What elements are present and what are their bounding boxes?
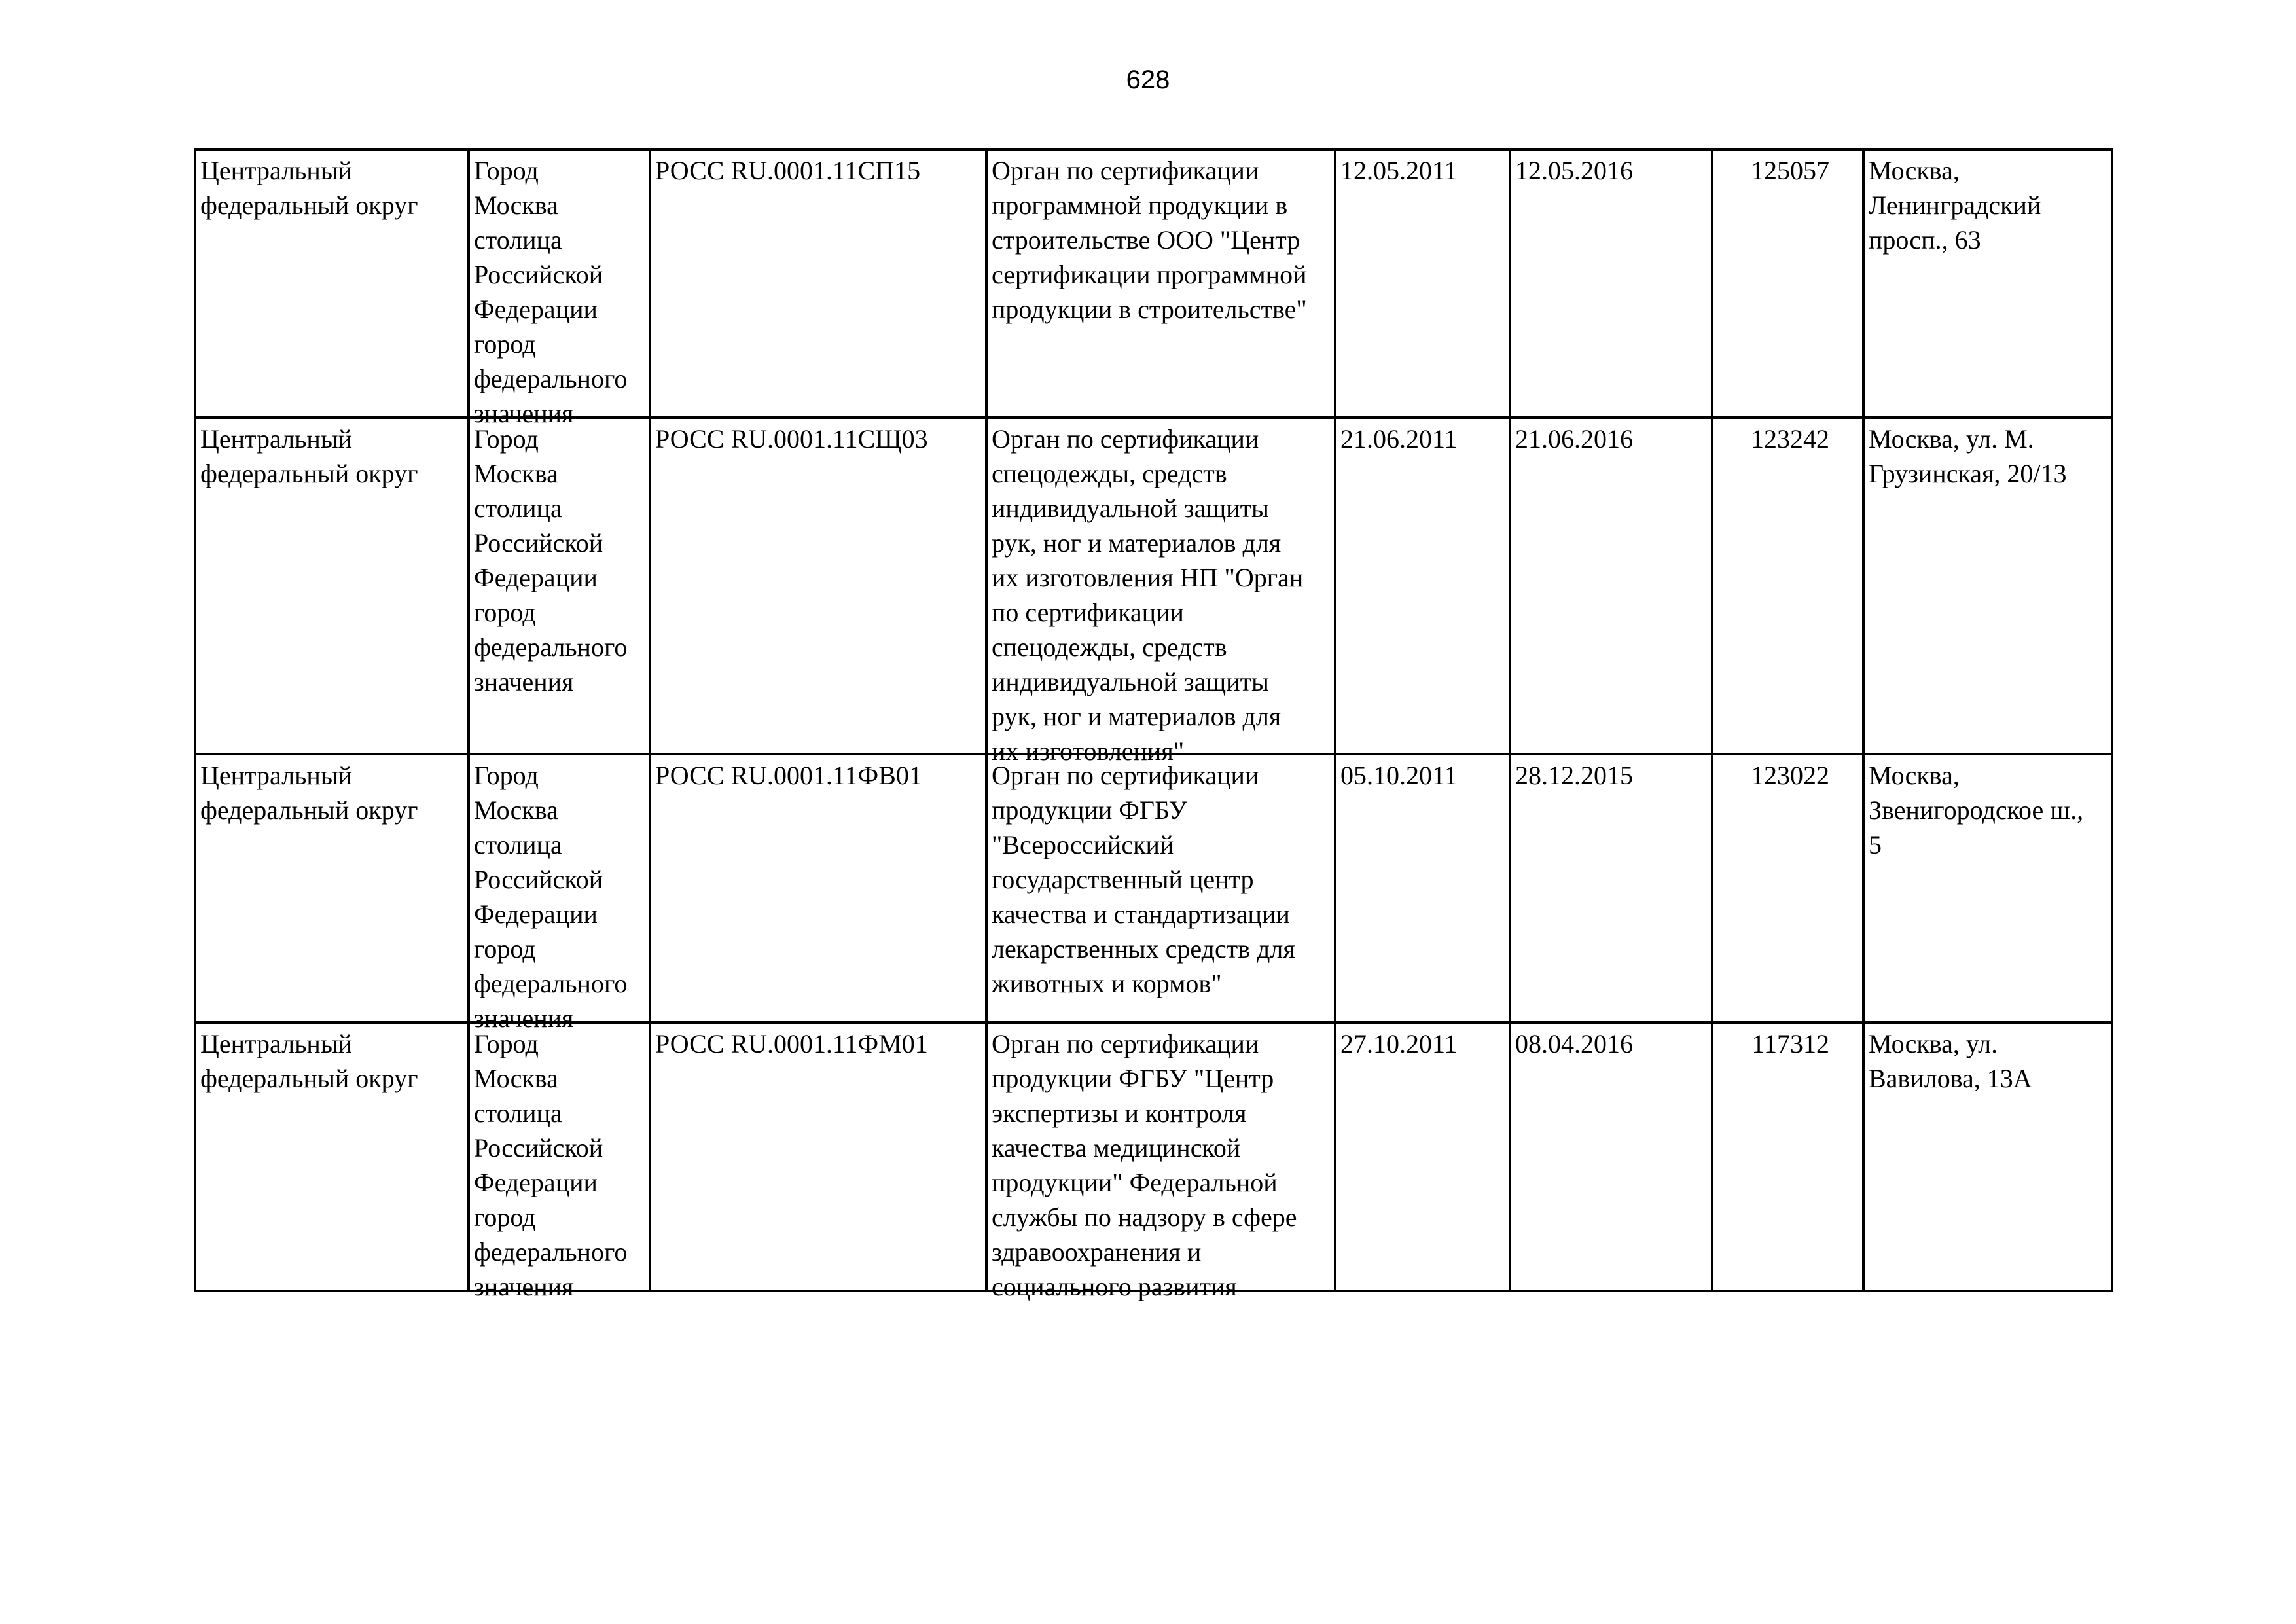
postcode-cell xyxy=(1712,418,1863,754)
date-to-cell xyxy=(1510,754,1712,1022)
district-text: Центральный федеральный округ xyxy=(200,1029,418,1093)
table-row xyxy=(195,754,2112,1022)
address-cell xyxy=(1863,418,2112,754)
page-number: 628 xyxy=(1126,65,1170,94)
district-text: Центральный федеральный округ xyxy=(200,424,418,488)
code-cell xyxy=(650,149,986,418)
organ-name: Орган по сертификации продукции ФГБУ "Всероссийский государственный центр качества и стандартизации лекарственных средств для животных и кормов" xyxy=(992,761,1295,998)
postcode: 117312 xyxy=(1751,1029,1829,1058)
district-cell xyxy=(195,418,469,754)
date-to-cell xyxy=(1510,418,1712,754)
address: Москва, ул. М. Грузинская, 20/13 xyxy=(1869,424,2067,488)
district-text: Центральный федеральный округ xyxy=(200,156,418,220)
date-to: 21.06.2016 xyxy=(1515,424,1633,454)
postcode-cell xyxy=(1712,149,1863,418)
code-cell xyxy=(650,754,986,1022)
postcode: 125057 xyxy=(1751,156,1829,185)
postcode-cell xyxy=(1712,754,1863,1022)
date-from: 05.10.2011 xyxy=(1340,761,1458,790)
table-row xyxy=(195,149,2112,418)
postcode: 123022 xyxy=(1751,761,1829,790)
date-to: 28.12.2015 xyxy=(1515,761,1633,790)
region-cell xyxy=(469,1022,650,1301)
address-cell xyxy=(1863,149,2112,418)
organ-name: Орган по сертификации продукции ФГБУ "Центр экспертизы и контроля качества медицинской продукции" Федеральной службы по надзору в сфере здравоохранения и социального развития xyxy=(992,1029,1297,1301)
date-from-cell xyxy=(1335,1022,1510,1291)
organ-cell xyxy=(986,418,1335,766)
table-row xyxy=(195,418,2112,754)
region-text: Город Москва столица Российской Федерации город федерального значения xyxy=(474,1029,628,1301)
date-from: 12.05.2011 xyxy=(1340,156,1458,185)
table-row xyxy=(195,1022,2112,1291)
code-cell xyxy=(650,1022,986,1291)
address: Москва, Ленинградский просп., 63 xyxy=(1869,156,2041,255)
district-cell xyxy=(195,1022,469,1291)
organ-name: Орган по сертификации программной продукции в строительстве ООО "Центр сертификации программной продукции в строительстве" xyxy=(992,156,1307,324)
certification-bodies-table xyxy=(194,148,2113,1301)
date-from: 21.06.2011 xyxy=(1340,424,1458,454)
address-cell xyxy=(1863,1022,2112,1291)
region-text: Город Москва столица Российской Федерации город федерального значения xyxy=(474,761,628,1033)
region-text: Город Москва столица Российской Федерации город федерального значения xyxy=(474,156,628,428)
organ-name: Орган по сертификации спецодежды, средств индивидуальной защиты рук, ног и материалов для их изготовления НП "Орган по сертификации спецодежды, средств индивидуальной защиты рук, ног и материалов для их изготовления" xyxy=(992,424,1304,766)
organ-cell xyxy=(986,754,1335,1022)
date-to-cell xyxy=(1510,149,1712,418)
postcode-cell xyxy=(1712,1022,1863,1291)
district-cell xyxy=(195,754,469,1022)
date-to: 08.04.2016 xyxy=(1515,1029,1633,1058)
postcode: 123242 xyxy=(1751,424,1829,454)
certificate-code: РОСС RU.0001.11ФВ01 xyxy=(655,761,922,790)
certificate-code: РОСС RU.0001.11СЩ03 xyxy=(655,424,928,454)
district-text: Центральный федеральный округ xyxy=(200,761,418,825)
date-from-cell xyxy=(1335,754,1510,1022)
region-cell xyxy=(469,754,650,1033)
region-cell xyxy=(469,418,650,754)
address: Москва, Звенигородское ш., 5 xyxy=(1869,761,2084,859)
certificate-code: РОСС RU.0001.11ФМ01 xyxy=(655,1029,928,1058)
address: Москва, ул. Вавилова, 13А xyxy=(1869,1029,2032,1093)
district-cell xyxy=(195,149,469,418)
date-from-cell xyxy=(1335,149,1510,418)
address-cell xyxy=(1863,754,2112,1022)
date-to-cell xyxy=(1510,1022,1712,1291)
organ-cell xyxy=(986,149,1335,418)
date-to: 12.05.2016 xyxy=(1515,156,1633,185)
date-from-cell xyxy=(1335,418,1510,754)
region-text: Город Москва столица Российской Федерации город федерального значения xyxy=(474,424,628,696)
organ-cell xyxy=(986,1022,1335,1301)
region-cell xyxy=(469,149,650,428)
code-cell xyxy=(650,418,986,754)
date-from: 27.10.2011 xyxy=(1340,1029,1458,1058)
certificate-code: РОСС RU.0001.11СП15 xyxy=(655,156,921,185)
